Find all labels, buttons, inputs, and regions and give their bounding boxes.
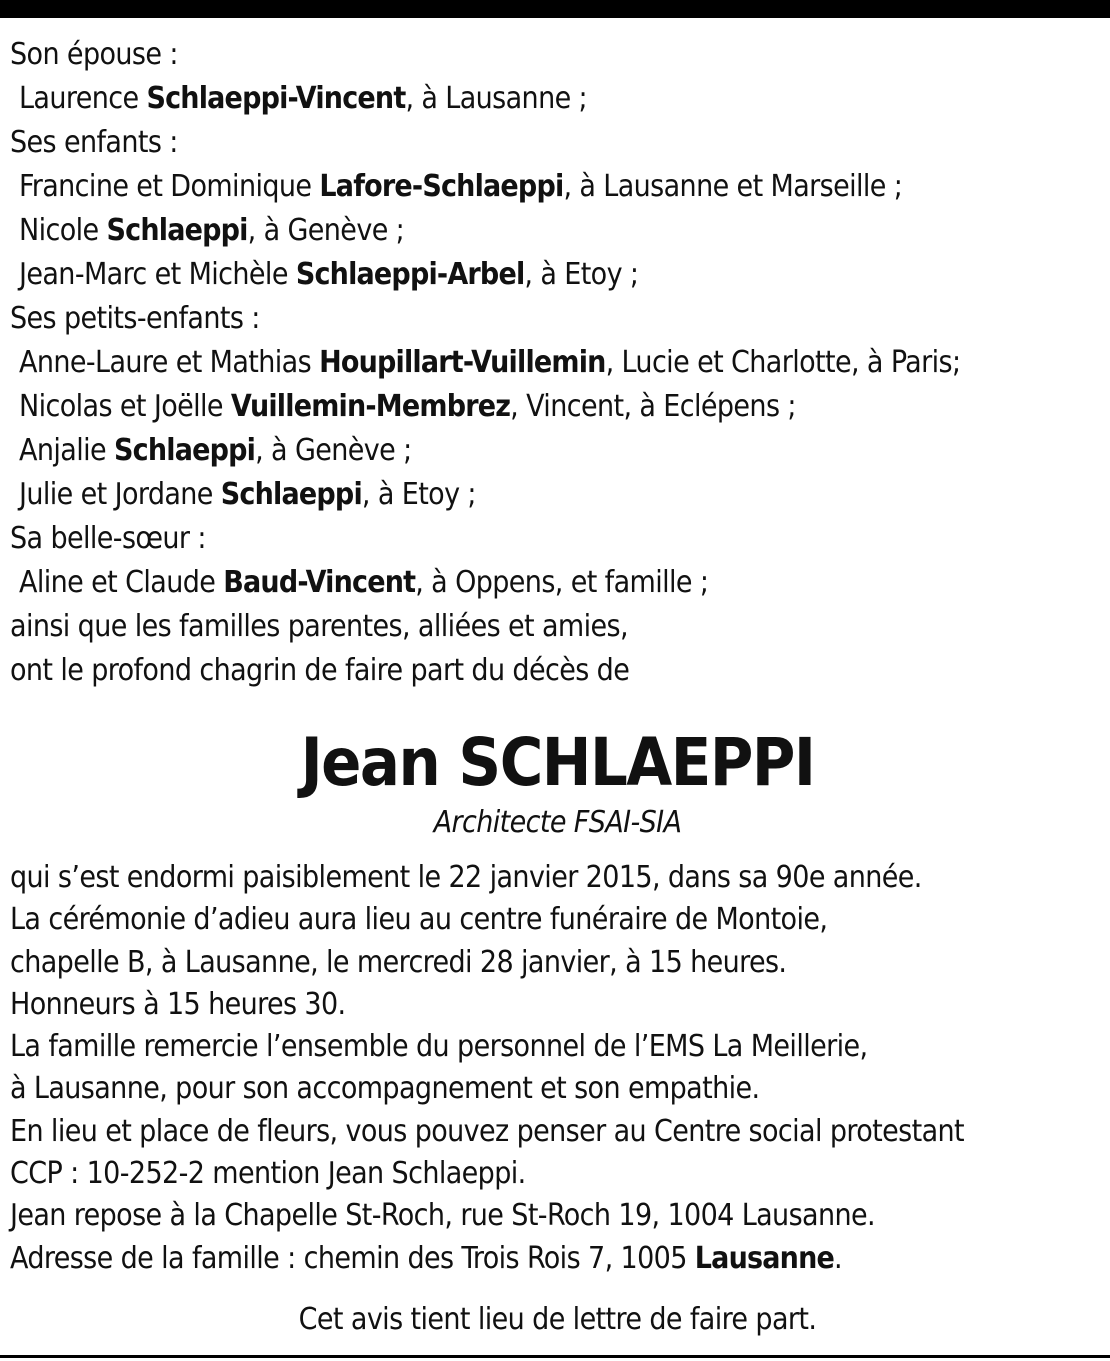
address-city: Lausanne xyxy=(694,1240,835,1276)
sister-in-law-surname: Baud-Vincent xyxy=(223,565,416,600)
grandchildren-heading: Ses petits-enfants : xyxy=(10,301,260,336)
child-entry xyxy=(10,253,1105,297)
grandchild-surname: Houpillart-Vuillemin xyxy=(319,345,606,380)
child-post: , à Lausanne et Marseille ; xyxy=(563,169,903,204)
child-surname: Schlaeppi-Arbel xyxy=(295,257,525,292)
child-post: , à Genève ; xyxy=(247,213,405,248)
grandchild-entry xyxy=(10,341,1105,385)
grandchild-surname: Schlaeppi xyxy=(220,477,362,512)
honours-line: Honneurs à 15 heures 30. xyxy=(10,986,346,1022)
grandchild-pre: Anne-Laure et Mathias xyxy=(19,345,320,380)
grandchild-surname: Vuillemin-Membrez xyxy=(230,389,511,424)
sister-in-law-entry xyxy=(10,561,1105,605)
repose-location-line: Jean repose à la Chapelle St-Roch, rue St-Roch 19, 1004 Lausanne. xyxy=(10,1198,875,1234)
ceremony-line: La cérémonie d’adieu aura lieu au centre funéraire de Montoie, xyxy=(10,902,828,938)
spouse-surname: Schlaeppi-Vincent xyxy=(146,81,406,116)
grandchild-post: , à Genève ; xyxy=(255,433,412,468)
grandchild-pre: Julie et Jordane xyxy=(19,477,221,512)
child-surname: Lafore-Schlaeppi xyxy=(319,169,564,204)
ceremony-time-line: chapelle B, à Lausanne, le mercredi 28 janvier, à 15 heures. xyxy=(10,944,787,980)
grandchild-surname: Schlaeppi xyxy=(114,433,256,468)
deceased-name: Jean SCHLAEPPI xyxy=(300,724,815,801)
obituary-notice xyxy=(10,33,1105,1342)
child-pre: Francine et Dominique xyxy=(19,169,320,204)
child-pre: Jean-Marc et Michèle xyxy=(19,257,296,292)
sister-in-law-post: , à Oppens, et famille ; xyxy=(415,565,709,600)
child-surname: Schlaeppi xyxy=(106,213,248,248)
announcement-text: ont le profond chagrin de faire part du décès de xyxy=(10,653,630,688)
child-pre: Nicole xyxy=(19,213,107,248)
bottom-border-rule xyxy=(0,1355,1110,1358)
spouse-pre: Laurence xyxy=(19,81,147,116)
child-post: , à Etoy ; xyxy=(524,257,639,292)
child-entry xyxy=(10,165,1105,209)
children-heading: Ses enfants : xyxy=(10,125,178,160)
grandchild-post: , Lucie et Charlotte, à Paris; xyxy=(605,345,961,380)
spouse-post: , à Lausanne ; xyxy=(405,81,588,116)
family-address-line xyxy=(10,1238,1105,1280)
address-text: Adresse de la famille : chemin des Trois Rois 7, 1005 xyxy=(10,1240,695,1276)
donation-account-line: CCP : 10-252-2 mention Jean Schlaeppi. xyxy=(10,1156,526,1192)
spouse-entry xyxy=(10,77,1105,121)
grandchild-entry xyxy=(10,473,1105,517)
grandchild-post: , à Etoy ; xyxy=(361,477,476,512)
deceased-profession: Architecte FSAI-SIA xyxy=(433,805,682,840)
address-end: . xyxy=(834,1240,842,1276)
thanks-line-continued: à Lausanne, pour son accompagnement et son empathie. xyxy=(10,1071,760,1107)
grandchild-pre: Anjalie xyxy=(19,433,114,468)
thanks-line: La famille remercie l’ensemble du personnel de l’EMS La Meillerie, xyxy=(10,1029,868,1065)
grandchild-entry xyxy=(10,429,1105,473)
other-families: ainsi que les familles parentes, alliées et amies, xyxy=(10,609,628,644)
grandchild-entry xyxy=(10,385,1105,429)
death-date-line: qui s’est endormi paisiblement le 22 janvier 2015, dans sa 90e année. xyxy=(10,860,922,895)
grandchild-post: , Vincent, à Eclépens ; xyxy=(510,389,796,424)
sister-in-law-pre: Aline et Claude xyxy=(19,565,224,600)
closing-statement: Cet avis tient lieu de lettre de faire part. xyxy=(298,1301,817,1337)
grandchild-pre: Nicolas et Joëlle xyxy=(19,389,231,424)
sister-in-law-heading: Sa belle-sœur : xyxy=(10,521,206,556)
top-border-rule xyxy=(0,0,1110,18)
child-entry xyxy=(10,209,1105,253)
spouse-heading: Son épouse : xyxy=(10,37,178,72)
donation-line: En lieu et place de fleurs, vous pouvez penser au Centre social protestant xyxy=(10,1113,964,1149)
